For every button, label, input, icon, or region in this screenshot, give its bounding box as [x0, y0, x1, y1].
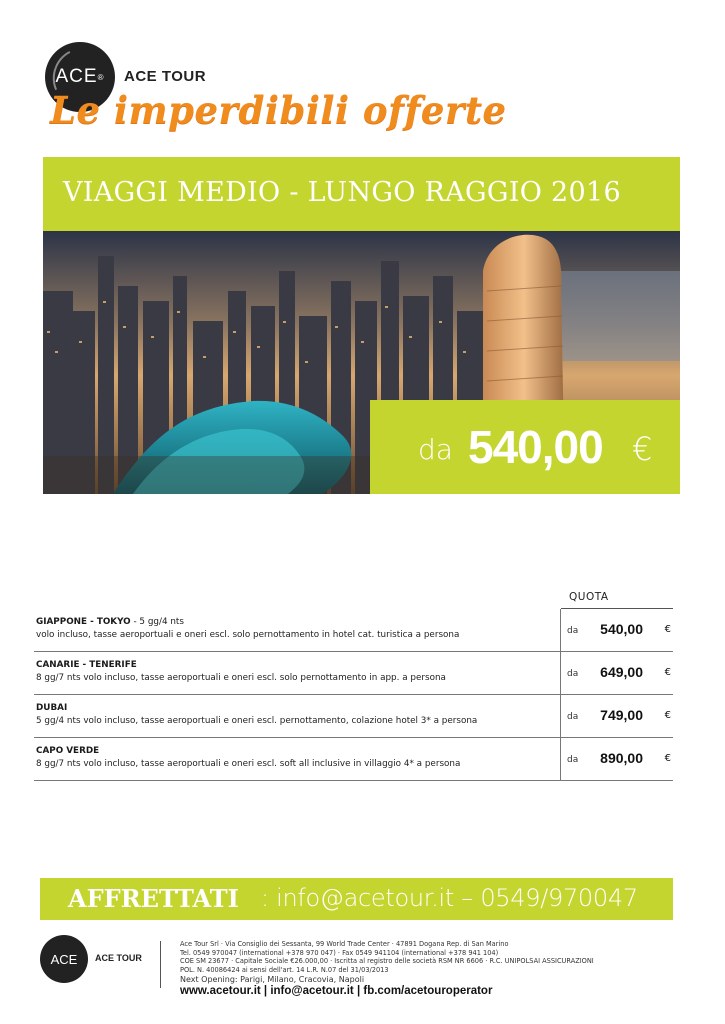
cta-band	[40, 878, 673, 920]
offer-description: 8 gg/7 nts volo incluso, tasse aeroportuali e oneri escl. solo pernottamento in app. a persona	[36, 673, 446, 683]
offer-price-prefix: da	[567, 712, 579, 722]
footer-info-line: Ace Tour Srl · Via Consiglio dei Sessanta, 99 World Trade Center · 47891 Dogana Rep. di San Marino	[180, 940, 509, 948]
ace-logo: ACE ®	[45, 42, 115, 112]
offer-destination: CAPO VERDE	[36, 746, 100, 756]
footer-brand: ACE TOUR	[95, 953, 142, 963]
page-title: VIAGGI MEDIO - LUNGO RAGGIO 2016	[63, 177, 621, 208]
offer-destination: CANARIE - TENERIFE	[36, 660, 137, 670]
table-row	[34, 738, 673, 781]
quota-header	[561, 589, 673, 609]
footer-next-opening: Next Opening: Parigi, Milano, Cracovia, Napoli	[180, 975, 365, 985]
offer-price: 749,00	[600, 707, 643, 723]
offer-currency: €	[664, 710, 671, 721]
offer-destination: DUBAI	[36, 703, 68, 713]
footer-divider	[160, 941, 161, 988]
footer-links[interactable]: www.acetour.it | info@acetour.it | fb.com/acetouroperator	[180, 985, 493, 997]
offers-table	[34, 609, 673, 781]
offer-price-prefix: da	[567, 755, 579, 765]
offer-description: 8 gg/7 nts volo incluso, tasse aeroportuali e oneri escl. soft all inclusive in villaggio 4* a persona	[36, 759, 461, 769]
offer-currency: €	[664, 624, 671, 635]
offer-price: 649,00	[600, 664, 643, 680]
brand-name: ACE TOUR	[124, 68, 207, 85]
table-row	[34, 652, 673, 695]
offer-currency: €	[664, 667, 671, 678]
offer-destination: GIAPPONE - TOKYO	[36, 617, 131, 627]
price-currency: €	[632, 430, 653, 468]
column-divider	[560, 609, 561, 651]
footer-info	[180, 940, 594, 985]
price-box	[370, 400, 680, 494]
logo-text: ACE	[55, 66, 98, 87]
price-amount: 540,00	[468, 421, 603, 473]
table-row	[34, 695, 673, 738]
column-divider	[560, 695, 561, 737]
title-band	[43, 157, 680, 231]
offer-price: 540,00	[600, 621, 643, 637]
offer-description: 5 gg/4 nts volo incluso, tasse aeroportuali e oneri escl. pernottamento, colazione hotel 3* a persona	[36, 716, 478, 726]
offer-description: volo incluso, tasse aeroportuali e oneri escl. solo pernottamento in hotel cat. turistica a persona	[36, 630, 460, 640]
slogan: Le imperdibili offerte	[50, 88, 507, 132]
price-prefix: da	[418, 433, 453, 466]
footer-info-line: Tel. 0549 970047 (international +378 970 047) · Fax 0549 941104 (international +378 941 104)	[180, 948, 499, 957]
offer-price: 890,00	[600, 750, 643, 766]
footer-logo	[40, 935, 88, 983]
column-divider	[560, 652, 561, 694]
footer-info-line: POL. N. 40086424 ai sensi dell'art. 14 L.R. N.07 del 31/03/2013	[180, 965, 389, 974]
column-divider	[560, 738, 561, 780]
footer-logo-text: ACE	[50, 951, 78, 967]
cta-label: AFFRETTATI	[68, 884, 239, 913]
offer-price-prefix: da	[567, 626, 579, 636]
table-row	[34, 609, 673, 652]
quota-label: QUOTA	[569, 591, 609, 603]
footer-info-line: COE SM 23677 · Capitale Sociale €26.000,00 · Iscritta al registro delle società RSM NR 6606 · R.C. UNIPOLSAI ASSICURAZIONI	[180, 957, 594, 966]
offer-duration: - 5 gg/4 nts	[130, 617, 184, 627]
cta-contact[interactable]: : info@acetour.it – 0549/970047	[261, 884, 638, 912]
offer-currency: €	[664, 753, 671, 764]
offer-price-prefix: da	[567, 669, 579, 679]
